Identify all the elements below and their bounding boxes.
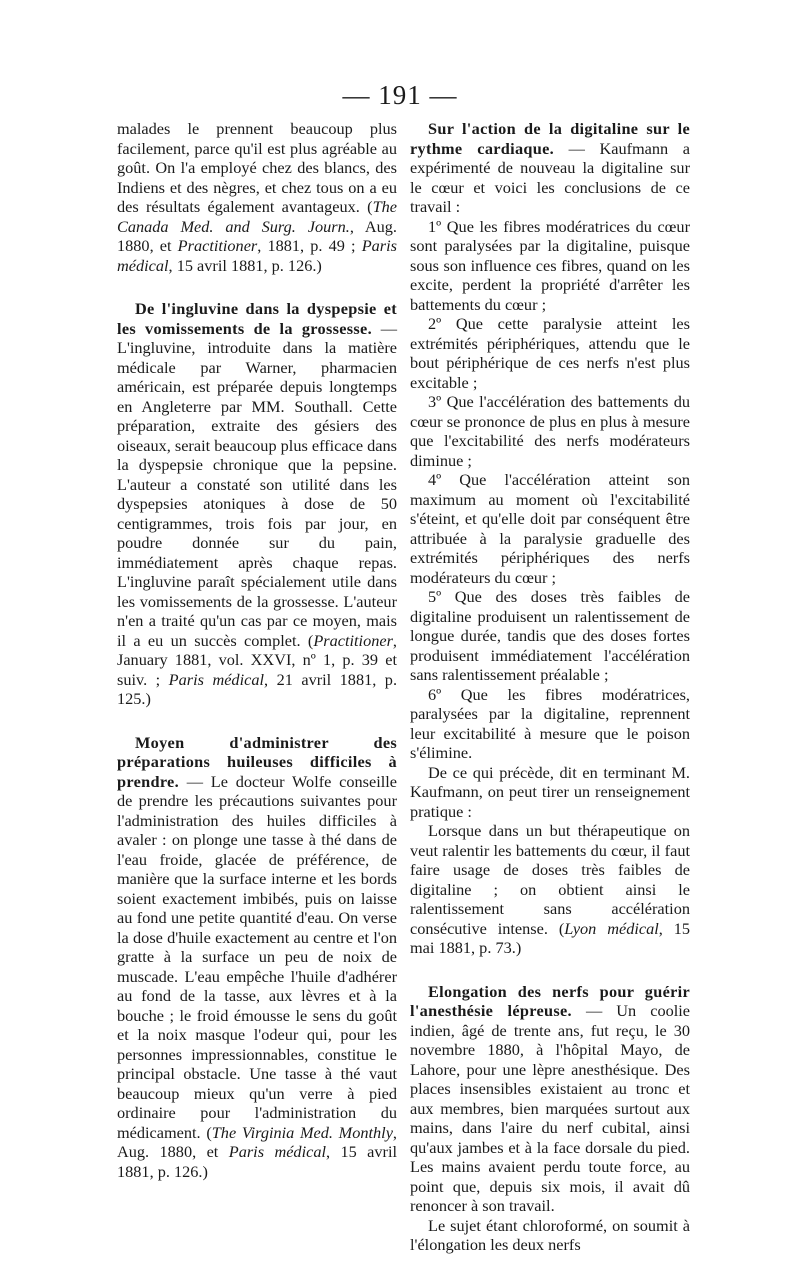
- page-number: — 191 —: [342, 80, 458, 110]
- left-column: [117, 119, 397, 1181]
- closing-paragraph: Lorsque dans un but thérapeutique on veut ralentir les battements du cœur, il faut faire usage de doses très faibles de digitaline ; on obtient ainsi le ralentissement sans accélération consécutive intense. (Lyon médical, 15 mai 1881, p. 73.): [410, 821, 691, 957]
- article-elongation: Elongation des nerfs pour guérir l'anesthésie lépreuse. — Un coolie indien, âgé de trente ans, fut reçu, le 30 novembre 1880, à l'hôpital Mayo, de Lahore, pour une lèpre anesthésique. Des places insensibles existaient au tronc et aux membres, bien marquées surtout aux mains, dans l'aire du nerf cubital, ainsi qu'aux jambes et à la face dorsale du pied. Les mains avaient perdu toute force, au point que, depuis six mois, il avait dû renoncer à son travail.: [410, 981, 691, 1215]
- conclusion-point: 1º Que les fibres modératrices du cœur sont paralysées par la digitaline, puisque sous son influence ces fibres, quand on les excite, perdent la propriété d'arrêter les battements du cœur ;: [410, 216, 690, 314]
- article-digitaline: Sur l'action de la digitaline sur le rythme cardiaque. — Kaufmann a expérimenté de nouveau la digitaline sur le cœur et voici les conclusions de ce travail :: [410, 119, 690, 216]
- article-title: Elongation des nerfs pour guérir l'anesthésie lépreuse.: [410, 981, 690, 1020]
- closing-paragraph: De ce qui précède, dit en terminant M. Kaufmann, on peut tirer un renseignement pratique :: [410, 762, 690, 821]
- conclusion-point: 4º Que l'accélération atteint son maximum au moment où l'excitabilité s'éteint, et qu'elle doit par conséquent être attribuée à la paralysie graduelle des extrémités périphériques des nerfs modérateurs du cœur ;: [410, 470, 690, 587]
- continuation-paragraph: malades le prennent beaucoup plus facilement, parce qu'il est plus agréable au goût. On l'a employé chez des blancs, des Indiens et des nègres, et chez tous on a eu des résultats également avantageux. (The Canada Med. and Surg. Journ., Aug. 1880, et Practitioner, 1881, p. 49 ; Paris médical, 15 avril 1881, p. 126.): [117, 119, 397, 275]
- right-column: [410, 119, 690, 1255]
- conclusion-point: 2º Que cette paralysie atteint les extrémités périphériques, attendu que le bout périphérique de ces nerfs n'est plus excitable ;: [410, 314, 690, 392]
- conclusion-point: 3º Que l'accélération des battements du cœur se prononce de plus en plus à mesure que l'excitabilité des nerfs modérateurs diminue ;: [410, 392, 690, 470]
- article-title: Sur l'action de la digitaline sur le rythme cardiaque.: [410, 119, 690, 158]
- article-ingluvine: De l'ingluvine dans la dyspepsie et les vomissements de la grossesse. — L'ingluvine, introduite dans la matière médicale par Warner, pharmacien américain, est préparée depuis longtemps en Angleterre par MM. Southall. Cette préparation, extraite des gésiers des oiseaux, serait beaucoup plus efficace dans la dyspepsie chronique que la pepsine. L'auteur a constaté son utilité dans les dyspepsies atoniques à dose de 50 centigrammes, trois fois par jour, en poudre donnée sur du pain, immédiatement après chaque repas. L'ingluvine paraît spécialement utile dans les vomissements de la grossesse. L'auteur n'en a traité qu'un cas par ce moyen, mais il a eu un succès complet. (Practitioner, January 1881, vol. XXVI, nº 1, p. 39 et suiv. ; Paris médical, 21 avril 1881, p. 125.): [117, 299, 398, 708]
- continuation-paragraph: Le sujet étant chloroformé, on soumit à l'élongation les deux nerfs: [410, 1215, 690, 1254]
- article-title: De l'ingluvine dans la dyspepsie et les vomissements de la grossesse.: [117, 299, 397, 338]
- conclusion-point: 6º Que les fibres modératrices, paralysées par la digitaline, reprennent leur excitabilité à mesure que le poison s'élimine.: [410, 684, 690, 762]
- article-title: Moyen d'administrer des préparations huileuses difficiles à prendre.: [117, 732, 397, 791]
- conclusion-point: 5º Que des doses très faibles de digitaline produisent un ralentissement de longue durée, tandis que des doses fortes produisent immédiatement l'accélération sans ralentissement préalable ;: [410, 587, 690, 684]
- article-huileuses: Moyen d'administrer des préparations huileuses difficiles à prendre. — Le docteur Wolfe conseille de prendre les précautions suivantes pour l'administration des huiles difficiles à avaler : on plonge une tasse à thé dans de l'eau froide, glacée de préférence, de manière que la surface interne et les bords soient exactement imbibés, puis on laisse au fond une petite quantité d'eau. On verse la dose d'huile exactement au centre et l'on gratte à la surface un peu de noix de muscade. L'eau empêche l'huile d'adhérer au fond de la tasse, aux lèvres et à la bouche ; le froid émousse le sens du goût et la noix masque l'odeur qui, pour les personnes impressionnables, constitue le principal obstacle. Une tasse à thé vaut beaucoup mieux qu'un verre à pied ordinaire pour l'administration du médicament. (The Virginia Med. Monthly, Aug. 1880, et Paris médical, 15 avril 1881, p. 126.): [117, 732, 398, 1181]
